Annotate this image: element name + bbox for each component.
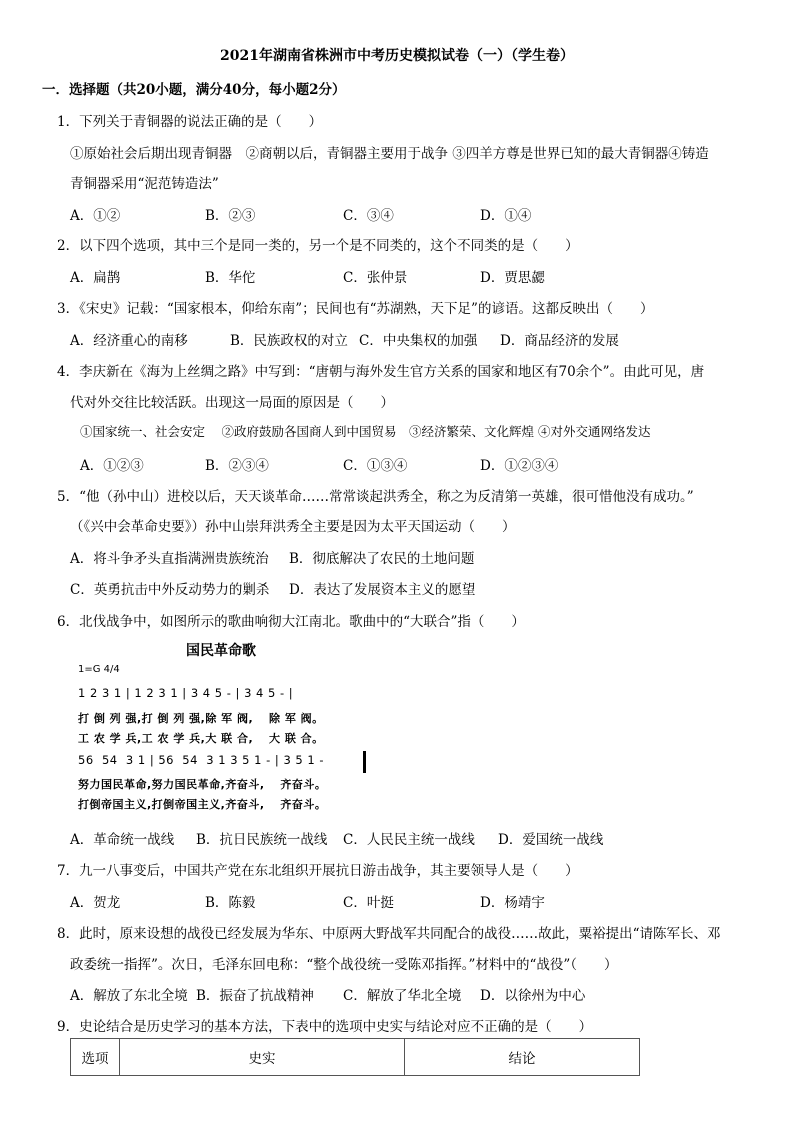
q8-option-c[interactable]: C．解放了华北全境 xyxy=(343,988,462,1004)
song-key: 1=G 4/4 xyxy=(78,664,120,675)
q4-stem: 4．李庆新在《海为上丝绸之路》中写到：“唐朝与海外发生官方关系的国家和地区有70余个”。由此可见，唐 xyxy=(57,364,705,380)
q5-option-a[interactable]: A．将斗争矛头直指满洲贵族统治 xyxy=(70,551,269,567)
q5-stem-cont: （《兴中会革命史要》）孙中山崇拜洪秀全主要是因为太平天国运动（ ） xyxy=(70,519,516,535)
q5-option-c[interactable]: C．英勇抗击中外反动势力的剿杀 xyxy=(70,582,270,598)
q2-option-d[interactable]: D．贾思勰 xyxy=(480,270,545,286)
q4-option-d[interactable]: D．①②③④ xyxy=(480,458,559,474)
q6-option-a[interactable]: A．革命统一战线 xyxy=(70,832,175,848)
q8-stem-cont: 政委统一指挥”。次日，毛泽东回电称：“整个战役统一受陈邓指挥。”材料中的“战役”（ ） xyxy=(70,957,618,973)
q6-option-d[interactable]: D．爱国统一战线 xyxy=(498,832,604,848)
q1-option-a[interactable]: A．①② xyxy=(70,208,121,224)
q4-option-b[interactable]: B．②③④ xyxy=(205,458,269,474)
q1-option-c[interactable]: C．③④ xyxy=(343,208,394,224)
table-header-row xyxy=(71,1039,640,1076)
q4-option-a[interactable]: A．①②③ xyxy=(80,458,144,474)
q8-option-b[interactable]: B．振奋了抗战精神 xyxy=(196,988,314,1004)
q2-option-c[interactable]: C．张仲景 xyxy=(343,270,408,286)
q8-option-a[interactable]: A．解放了东北全境 xyxy=(70,988,188,1004)
q5-stem: 5．“他（孙中山）进校以后，天天谈革命……常常谈起洪秀全，称之为反清第一英雄，很可惜他没有成功。” xyxy=(57,489,694,505)
q3-option-b[interactable]: B．民族政权的对立 xyxy=(230,333,348,349)
table-header-option: 选项 xyxy=(71,1039,120,1076)
song-title: 国民革命歌 xyxy=(186,643,256,659)
song-end-barline xyxy=(363,751,366,773)
q8-stem: 8．此时，原来设想的战役已经发展为华东、中原两大野战军共同配合的战役……故此，粟裕提出“请陈军长、邓 xyxy=(57,926,721,942)
q6-option-b[interactable]: B．抗日民族统一战线 xyxy=(196,832,328,848)
section-heading: 一．选择题（共20小题，满分40分，每小题2分） xyxy=(42,82,346,98)
song-notation-row1: 1 2 3 1 | 1 2 3 1 | 3 4 5 - | 3 4 5 - | xyxy=(78,686,294,700)
q2-stem: 2．以下四个选项，其中三个是同一类的，另一个是不同类的，这个不同类的是（ ） xyxy=(57,238,579,254)
q5-option-b[interactable]: B．彻底解决了农民的土地问题 xyxy=(289,551,475,567)
q3-option-d[interactable]: D．商品经济的发展 xyxy=(500,333,619,349)
q2-option-a[interactable]: A．扁鹊 xyxy=(70,270,121,286)
q6-option-c[interactable]: C．人民民主统一战线 xyxy=(343,832,475,848)
q7-option-a[interactable]: A．贺龙 xyxy=(70,895,121,911)
q6-stem: 6．北伐战争中，如图所示的歌曲响彻大江南北。歌曲中的“大联合”指（ ） xyxy=(57,614,525,630)
q4-stem-cont: 代对外交往比较活跃。出现这一局面的原因是（ ） xyxy=(70,395,394,411)
q7-option-c[interactable]: C．叶挺 xyxy=(343,895,394,911)
song-lyrics-line4: 打倒帝国主义,打倒帝国主义,齐奋斗, 齐奋斗。 xyxy=(78,798,327,811)
song-notation-row2: 56 54 3 1 | 56 54 3 1 3 5 1 - | 3 5 1 - xyxy=(78,753,325,767)
q3-option-c[interactable]: C．中央集权的加强 xyxy=(359,333,478,349)
song-lyrics-line3: 努力国民革命,努力国民革命,齐奋斗, 齐奋斗。 xyxy=(78,778,327,791)
song-lyrics-line1: 打 倒 列 强,打 倒 列 强,除 军 阀, 除 军 阀。 xyxy=(78,712,324,725)
q7-option-b[interactable]: B．陈毅 xyxy=(205,895,256,911)
q3-stem: 3．《宋史》记载：“国家根本，仰给东南”；民间也有“苏湖熟，天下足”的谚语。这都反映出（ ） xyxy=(57,301,654,317)
q1-statements-cont: 青铜器采用“泥范铸造法” xyxy=(70,176,219,192)
q7-option-d[interactable]: D．杨靖宇 xyxy=(480,895,545,911)
q9-stem: 9．史论结合是历史学习的基本方法，下表中的选项中史实与结论对应不正确的是（ ） xyxy=(57,1019,593,1035)
q3-option-a[interactable]: A．经济重心的南移 xyxy=(70,333,188,349)
q1-option-d[interactable]: D．①④ xyxy=(480,208,532,224)
q9-table xyxy=(70,1038,640,1076)
q1-statements: ①原始社会后期出现青铜器 ②商朝以后，青铜器主要用于战争 ③四羊方尊是世界已知的最大青铜器④铸造 xyxy=(70,146,709,162)
q5-option-d[interactable]: D．表达了发展资本主义的愿望 xyxy=(289,582,476,598)
song-score-image xyxy=(78,638,368,818)
q1-stem: 1．下列关于青铜器的说法正确的是（ ） xyxy=(57,114,323,130)
q7-stem: 7．九一八事变后，中国共产党在东北组织开展抗日游击战争，其主要领导人是（ ） xyxy=(57,863,579,879)
q8-option-d[interactable]: D．以徐州为中心 xyxy=(480,988,586,1004)
q2-option-b[interactable]: B．华佗 xyxy=(205,270,256,286)
table-header-conclusion: 结论 xyxy=(405,1039,640,1076)
q1-option-b[interactable]: B．②③ xyxy=(205,208,256,224)
q4-option-c[interactable]: C．①③④ xyxy=(343,458,408,474)
song-lyrics-line2: 工 农 学 兵,工 农 学 兵,大 联 合, 大 联 合。 xyxy=(78,732,324,745)
page-title: 2021年湖南省株洲市中考历史模拟试卷（一）（学生卷） xyxy=(220,48,574,64)
table-header-fact: 史实 xyxy=(120,1039,405,1076)
q4-statements: ①国家统一、社会安定 ②政府鼓励各国商人到中国贸易 ③经济繁荣、文化辉煌 ④对外交通网络发达 xyxy=(80,424,651,439)
